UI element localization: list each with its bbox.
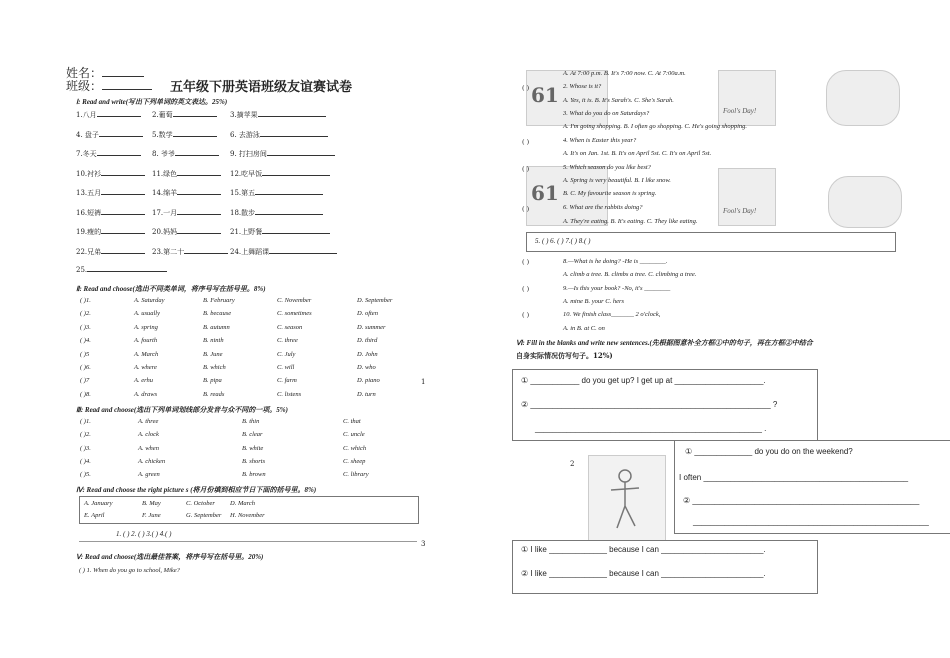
option-word: C. farm	[277, 377, 297, 385]
answer-blank[interactable]	[173, 116, 217, 117]
answer-blank[interactable]	[101, 253, 145, 254]
option-word: B. June	[203, 350, 223, 358]
answer-blank[interactable]	[101, 233, 145, 234]
option-word: B. February	[203, 297, 235, 304]
sec1-item: 7.冬天	[76, 149, 141, 159]
sec1-item: 5.数学	[152, 130, 217, 140]
option-word: D. John	[357, 350, 378, 358]
bracket: ( )	[522, 258, 530, 266]
option-word: D. third	[357, 337, 378, 345]
month-option: H. November	[230, 512, 265, 519]
question-line: A. Yes, it is. B. It's Sarah's. C. She's Sarah.	[563, 97, 674, 104]
option-word: D. often	[357, 310, 378, 318]
sec1-item: 11.绿色	[152, 169, 221, 179]
easter-label: 61	[531, 83, 559, 107]
question-line: 2. Whose is it?	[563, 83, 602, 90]
box1-line1: ① ___________ do you get up? I get up at ____________________.	[521, 376, 766, 385]
option-word: B. white	[242, 444, 264, 452]
answer-blank[interactable]	[177, 175, 221, 176]
answer-blank[interactable]	[177, 233, 221, 234]
answer-blank[interactable]	[101, 214, 145, 215]
month-option: F. June	[142, 512, 161, 519]
option-word: A. draws	[134, 390, 158, 398]
question-line: 6. What are the rabbits doing?	[563, 204, 643, 211]
answer-blank[interactable]	[255, 214, 323, 215]
sec1-item: 15.第五	[230, 188, 323, 198]
page-title: 五年级下册英语班级友谊赛试卷	[170, 80, 353, 95]
bracket-number: ( )2.	[80, 431, 91, 439]
answer-blank[interactable]	[260, 136, 328, 137]
question-line: 3. What do you do on Saturdays?	[563, 110, 650, 117]
option-word: A. fourth	[134, 337, 158, 345]
sec5-heading: Ⅴ: Read and choose(选出最佳答案，将序号写在括号里。20%)	[76, 553, 264, 561]
bracket-number: ( )1.	[80, 418, 91, 425]
sec1-item: 22.兄弟	[76, 247, 145, 257]
question-line: 10. We finish class_______ 2 o'clock,	[563, 311, 661, 318]
sec1-item: 13.五月	[76, 188, 145, 198]
option-word: C. sometimes	[277, 310, 312, 318]
bracket: ( )	[522, 311, 530, 319]
sec1-item: 6. 去游泳	[230, 130, 328, 140]
question-line: A. I'm going shopping. B. I often go shopping. C. He's going shopping.	[563, 123, 748, 130]
sec1-item: 2.葡萄	[152, 110, 217, 120]
fool-picture	[718, 70, 776, 126]
question-line: A. They're eating. B. It's eating. C. They like eating.	[563, 218, 698, 225]
option-word: A. clock	[138, 431, 159, 439]
cake-picture	[826, 70, 900, 126]
month-option: D. March	[230, 500, 256, 507]
question-line: A. At 7:00 p.m. B. It's 7:00 now. C. At 7:00a.m.	[563, 70, 686, 77]
margin-number-2: 2	[570, 460, 575, 468]
sec5-answer-box	[526, 232, 896, 252]
sec1-item: 25.	[76, 266, 167, 274]
bracket-number: ( )5.	[80, 471, 91, 479]
answer-blank[interactable]	[177, 194, 221, 195]
sec1-item: 14.绵羊	[152, 188, 221, 198]
sec1-item: 17.一月	[152, 208, 221, 218]
question-line: 4. When is Easter this year?	[563, 137, 637, 144]
option-word: B. thin	[242, 418, 260, 425]
sec3-heading: Ⅲ: Read and choose(选出下列单词划线部分发音与众不同的一项。5%)	[76, 406, 288, 414]
bracket-number: ( )8.	[80, 390, 91, 398]
option-word: A. when	[138, 444, 159, 452]
option-word: A. erhu	[134, 377, 154, 385]
box1-line2: ② ______________________________________________________ ?	[521, 400, 778, 409]
month-option: C. October	[186, 500, 215, 507]
option-word: C. library	[343, 471, 369, 479]
option-word: D. who	[357, 364, 376, 371]
box2-line4: _____________________________________________________	[693, 517, 929, 526]
question-line: 9.—Is this your book? -No, it's ________	[563, 285, 671, 292]
option-word: A. where	[134, 364, 157, 371]
option-word: D. September	[357, 297, 393, 304]
question-line: B. C. My favourite season is spring.	[563, 190, 657, 197]
bracket: ( )	[522, 205, 530, 213]
option-word: B. reads	[203, 390, 225, 398]
sec1-item: 23.第二十	[152, 247, 228, 257]
name-label: 姓名：	[66, 64, 144, 81]
question-line: 8.—What is he doing? -He is ________.	[563, 258, 668, 265]
answer-blank[interactable]	[258, 116, 326, 117]
sec1-item: 10.衬衫	[76, 169, 145, 179]
option-word: B. because	[203, 310, 232, 318]
bracket-number: ( )4.	[80, 337, 91, 345]
margin-number-3: 3	[421, 540, 426, 548]
sec1-item: 1.八月	[76, 110, 141, 120]
sec5-q1: ( ) 1. When do you go to school, Mike?	[79, 567, 180, 574]
easter-label-2: 61	[531, 181, 559, 205]
sec1-item: 21.上野餐	[230, 227, 330, 237]
answer-blank[interactable]	[267, 155, 335, 156]
answer-blank[interactable]	[97, 116, 141, 117]
bracket: ( )	[522, 84, 530, 92]
box2-line1: ① _____________ do you do on the weekend?	[685, 447, 853, 456]
option-word: C. three	[277, 337, 298, 345]
option-word: A. usually	[134, 310, 160, 318]
option-word: C. sheep	[343, 457, 366, 465]
margin-number-1: 1	[421, 378, 426, 386]
dancer-picture	[588, 455, 666, 541]
sec4-answers: 1. ( ) 2. ( ) 3.( ) 4.( )	[116, 530, 172, 538]
box3-line2: ② I like _____________ because I can _______________________.	[521, 569, 766, 578]
box3-line1: ① I like _____________ because I can _______________________.	[521, 545, 766, 554]
month-option: E. April	[84, 512, 105, 519]
box2-line3: ② ___________________________________________________	[683, 496, 920, 505]
option-word: B. shorts	[242, 457, 266, 465]
month-option: A. January	[84, 500, 113, 507]
sec1-item: 20.妈妈	[152, 227, 221, 237]
option-word: B. brown	[242, 471, 266, 479]
sec4-options-box	[79, 496, 419, 524]
option-word: C. November	[277, 297, 312, 304]
question-line: A. It's on Jan. 1st. B. It's on April 5st. C. It's on April 5st.	[563, 150, 712, 157]
option-word: A. three	[138, 418, 159, 425]
month-option: G. September	[186, 512, 222, 519]
option-word: C. that	[343, 418, 361, 425]
sec2-heading: Ⅱ: Read and choose(选出不同类单词，将序号写在括号里。8%)	[76, 285, 266, 293]
sec1-item: 12.吃早饭	[230, 169, 330, 179]
sec1-item: 24.上舞蹈课	[230, 247, 337, 257]
answer-blank[interactable]	[97, 155, 141, 156]
answer-blank[interactable]	[269, 253, 337, 254]
bracket-number: ( )3.	[80, 323, 91, 331]
option-word: B. which	[203, 364, 226, 371]
sec1-item: 4. 盘子	[76, 130, 143, 140]
box1-line3: ___________________________________________________ .	[535, 424, 767, 433]
option-word: C. uncle	[343, 431, 365, 439]
bracket-number: ( )2.	[80, 310, 91, 318]
sec1-item: 18.散步	[230, 208, 323, 218]
option-word: B. clear	[242, 431, 263, 439]
bracket-number: ( )4.	[80, 457, 91, 465]
sec4-underline	[79, 541, 417, 542]
question-line: A. in B. at C. on	[563, 325, 605, 332]
option-word: C. listens	[277, 390, 302, 398]
option-word: B. ninth	[203, 337, 224, 345]
option-word: D. piano	[357, 377, 380, 385]
option-word: A. Saturday	[134, 297, 165, 304]
sec1-item: 19.瘦的	[76, 227, 145, 237]
sentence-box-3	[512, 540, 818, 594]
bracket: ( )	[522, 285, 530, 293]
answer-blank[interactable]	[262, 233, 330, 234]
answer-blank[interactable]	[87, 271, 167, 272]
bracket-number: ( )1.	[80, 297, 91, 304]
bracket-number: ( )5	[80, 350, 90, 358]
cake-picture-2	[828, 176, 902, 228]
fool-label: Fool's Day!	[723, 107, 757, 115]
answer-blank[interactable]	[173, 136, 217, 137]
sec6-heading-1: Ⅵ: Fill in the blanks and write new sentences.(先根据图意补全方框①中的句子，再在方框②中结合	[516, 339, 813, 347]
answer-blank[interactable]	[255, 194, 323, 195]
sec5-answer-row: 5. ( ) 6. ( ) 7.( ) 8.( )	[535, 237, 591, 245]
option-word: A. March	[134, 350, 159, 358]
answer-blank[interactable]	[177, 214, 221, 215]
bracket: ( )	[522, 138, 530, 146]
sec1-item: 8. 爷爷	[152, 149, 219, 159]
option-word: A. spring	[134, 323, 158, 331]
sec6-heading-2: 自身实际情况仿写句子。12%)	[516, 351, 613, 360]
answer-blank[interactable]	[99, 136, 143, 137]
bracket-number: ( )7	[80, 377, 90, 385]
option-word: B. autumn	[203, 323, 230, 331]
sentence-box-1	[512, 369, 818, 441]
question-line: A. Spring is very beautiful. B. I like snow.	[563, 177, 671, 184]
option-word: C. July	[277, 350, 296, 358]
bracket-number: ( )6.	[80, 364, 91, 371]
sec1-item: 9. 打扫房间	[230, 149, 335, 159]
sec1-heading: Ⅰ: Read and write(写出下列单词的英文表达。25%)	[76, 98, 228, 106]
option-word: A. chicken	[138, 457, 166, 465]
fool-picture-2	[718, 168, 776, 226]
answer-blank[interactable]	[101, 175, 145, 176]
bracket: ( )	[522, 165, 530, 173]
bracket-number: ( )3.	[80, 444, 91, 452]
option-word: C. will	[277, 364, 295, 371]
answer-blank[interactable]	[101, 194, 145, 195]
sec1-item: 16.短裤	[76, 208, 145, 218]
dancer-icon	[589, 456, 665, 540]
option-word: B. pipa	[203, 377, 222, 385]
question-line: 5. Which season do you like best?	[563, 164, 651, 171]
question-line: A. climb a tree. B. climbs a tree. C. climbing a tree.	[563, 271, 697, 278]
option-word: C. season	[277, 323, 303, 331]
option-word: D. turn	[357, 390, 376, 398]
fool-label-2: Fool's Day!	[723, 207, 757, 215]
option-word: C. which	[343, 444, 367, 452]
question-line: A. mine B. your C. hers	[563, 298, 625, 305]
answer-blank[interactable]	[184, 253, 228, 254]
sentence-box-2	[674, 440, 950, 534]
answer-blank[interactable]	[262, 175, 330, 176]
box2-line2: I often ______________________________________________	[679, 473, 909, 482]
option-word: D. summer	[357, 323, 386, 331]
sec1-item: 3.摘苹果	[230, 110, 326, 120]
sec4-heading: Ⅳ: Read and choose the right picture s (将月份填到相应节日下面的括号里。8%)	[76, 486, 317, 494]
answer-blank[interactable]	[175, 155, 219, 156]
month-option: B. May	[142, 500, 161, 507]
option-word: A. green	[138, 471, 160, 479]
class-label: 班级：	[66, 77, 152, 94]
